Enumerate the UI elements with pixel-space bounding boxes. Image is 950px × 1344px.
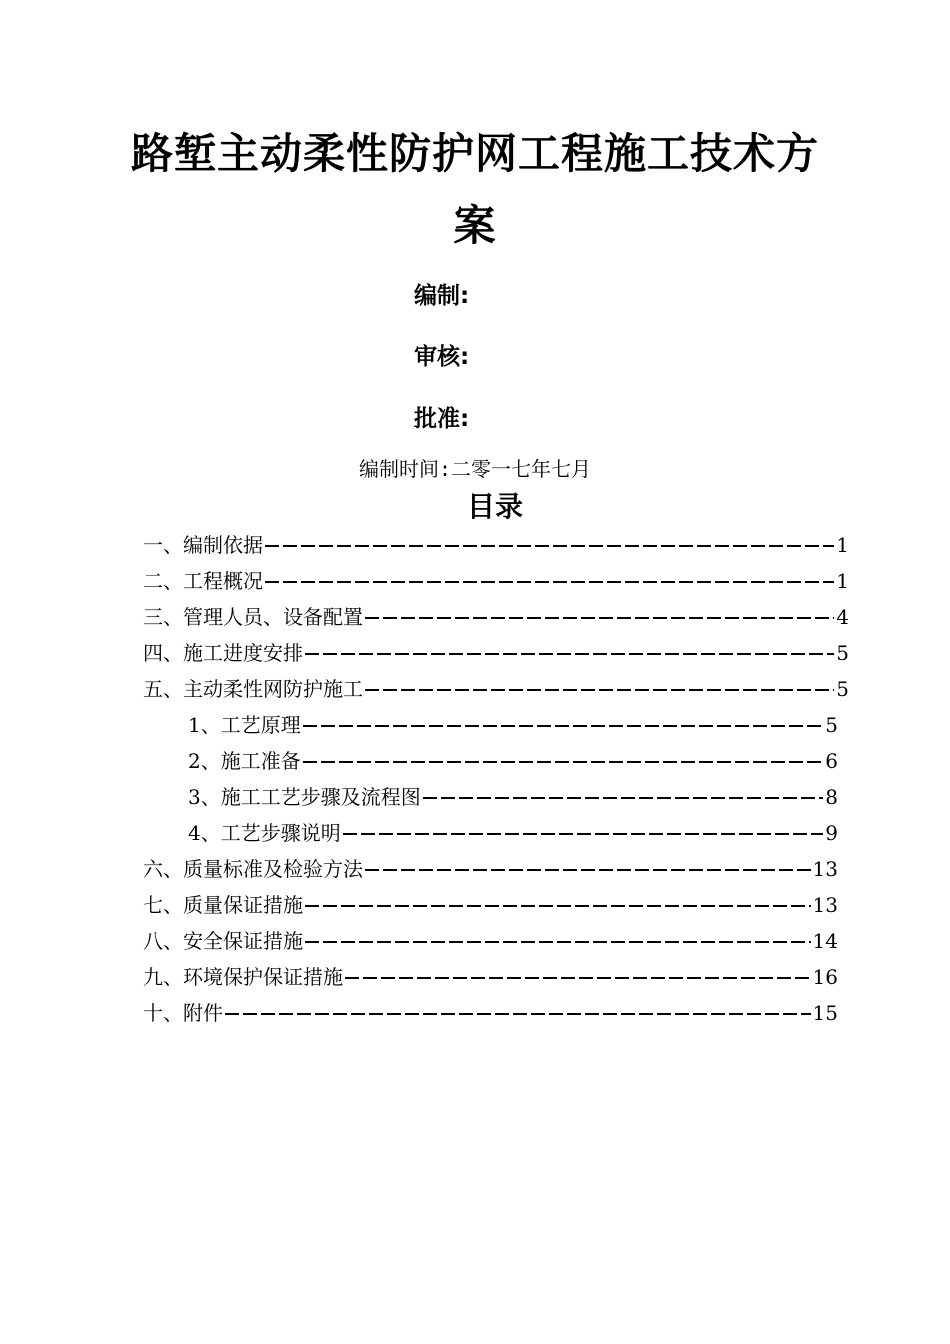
approved-by-label: 批准:: [414, 406, 470, 432]
toc-entry-page: 16: [812, 965, 838, 989]
toc-leader: [305, 941, 811, 943]
toc-leader: [305, 905, 811, 907]
toc-entry-page: 1: [836, 569, 849, 593]
toc-entry[interactable]: [143, 602, 849, 632]
toc-entry-page: 1: [836, 533, 849, 557]
toc-entry-label: 二、工程概况: [143, 569, 263, 593]
toc-entry-page: 6: [825, 749, 838, 773]
toc-entry-label: 四、施工进度安排: [143, 641, 303, 665]
toc-entry-label: 九、环境保护保证措施: [143, 965, 343, 989]
compile-date: 编制时间:二零一七年七月: [358, 457, 592, 481]
toc-entry[interactable]: [143, 962, 838, 992]
toc-entry[interactable]: [143, 530, 849, 560]
toc-entry-page: 5: [836, 641, 849, 665]
toc-heading: 目录: [466, 490, 523, 523]
toc-leader: [345, 977, 811, 979]
toc-entry-label: 八、安全保证措施: [143, 929, 303, 953]
toc-leader: [225, 1013, 811, 1015]
toc-subentry[interactable]: [188, 746, 838, 776]
toc-entry-label: 2、施工准备: [188, 749, 301, 773]
toc-entry-label: 七、质量保证措施: [143, 893, 303, 917]
toc-entry-label: 4、工艺步骤说明: [188, 821, 341, 845]
document-title-line-1: 路堑主动柔性防护网工程施工技术方: [130, 129, 819, 178]
toc-entry-label: 1、工艺原理: [188, 713, 301, 737]
toc-entry-page: 8: [825, 785, 838, 809]
toc-leader: [303, 725, 824, 727]
toc-entry-page: 13: [812, 857, 838, 881]
toc-entry-label: 十、附件: [143, 1001, 223, 1025]
toc-entry-label: 三、管理人员、设备配置: [143, 605, 363, 629]
toc-entry-page: 5: [836, 677, 849, 701]
compiled-by-label: 编制:: [414, 283, 470, 309]
toc-leader: [365, 689, 834, 691]
toc-entry[interactable]: [143, 674, 849, 704]
toc-subentry[interactable]: [188, 782, 838, 812]
toc-entry[interactable]: [143, 890, 838, 920]
toc-leader: [365, 869, 811, 871]
toc-entry-page: 15: [812, 1001, 838, 1025]
toc-entry[interactable]: [143, 638, 849, 668]
toc-subentry[interactable]: [188, 818, 838, 848]
toc-entry-label: 3、施工工艺步骤及流程图: [188, 785, 421, 809]
toc-leader: [303, 761, 824, 763]
document-title-line-2: 案: [453, 201, 497, 250]
toc-entry-page: 4: [836, 605, 849, 629]
toc-leader: [265, 581, 834, 583]
toc-entry-page: 14: [812, 929, 838, 953]
toc-entry-label: 五、主动柔性网防护施工: [143, 677, 363, 701]
toc-entry-page: 5: [825, 713, 838, 737]
toc-leader: [265, 545, 834, 547]
toc-entry-label: 一、编制依据: [143, 533, 263, 557]
toc-entry-page: 9: [825, 821, 838, 845]
toc-entry[interactable]: [143, 926, 838, 956]
toc-entry-page: 13: [812, 893, 838, 917]
toc-entry-label: 六、质量标准及检验方法: [143, 857, 363, 881]
toc-leader: [343, 833, 824, 835]
toc-leader: [305, 653, 834, 655]
toc-entry[interactable]: [143, 566, 849, 596]
reviewed-by-label: 审核:: [414, 344, 470, 370]
toc-subentry[interactable]: [188, 710, 838, 740]
toc-entry[interactable]: [143, 854, 838, 884]
toc-leader: [365, 617, 834, 619]
toc-entry[interactable]: [143, 998, 838, 1028]
toc-leader: [423, 797, 824, 799]
